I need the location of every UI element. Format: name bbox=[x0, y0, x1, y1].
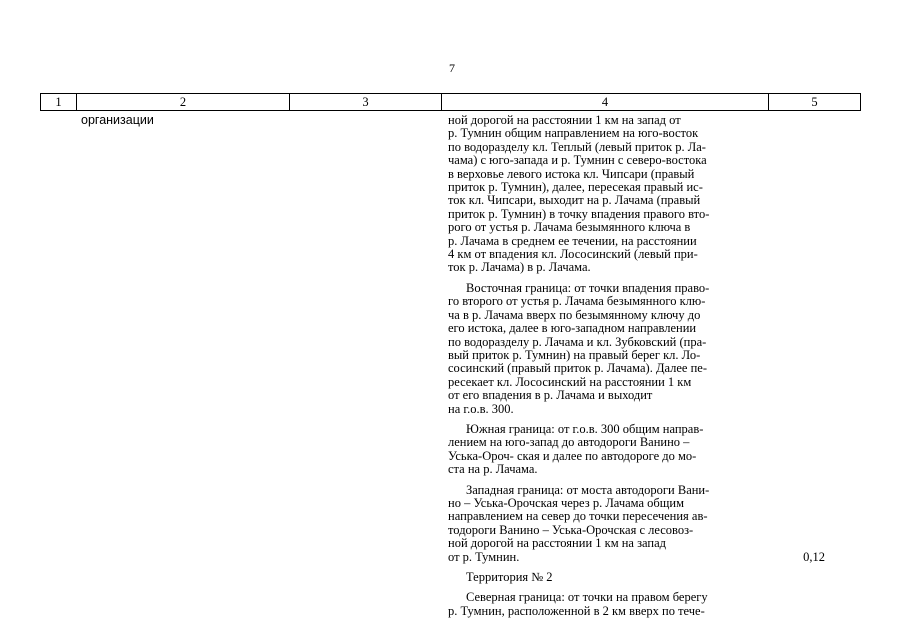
territory-heading: Территория № 2 bbox=[466, 570, 553, 584]
table-header-cell: 2 bbox=[77, 94, 290, 110]
paragraph: Северная граница: от точки на правом берегу р. Тумнин, расположенной в 2 км вверх по тече- bbox=[448, 590, 708, 618]
table-header-cell: 4 bbox=[442, 94, 769, 110]
column-4-text bbox=[448, 114, 764, 625]
table-header-cell: 5 bbox=[811, 95, 818, 109]
paragraph: Южная граница: от г.о.в. 300 общим направ- лением на юго-запад до автодороги Ванино – Уська-Ороч- ская и далее по автодороге до мо- ста на р. Лачама. bbox=[448, 421, 704, 477]
page-number: 7 bbox=[449, 61, 455, 75]
paragraph: Восточная граница: от точки впадения право- го второго от устья р. Лачама безымянного клю- ча в р. Лачама вверх по безымянному ключу до его истока, далее в юго-западном направлении по водоразделу р. Лачама и кл. Зубковский (пра- вый приток р. Тумнин) на правый берег кл. Ло- сосинский (правый приток р. Лачама). Далее пе- ресекает кл. Лососинский на расстоянии 1 км от его впадения в р. Лачама и выходит на г.о.в. 300. bbox=[448, 280, 710, 416]
paragraph: Западная граница: от моста автодороги Вани- но – Уська-Орочская через р. Лачама общим направлением на север до точки пересечения ав- тодороги Ванино – Уська-Орочская с лесовоз- ной дорогой на расстоянии 1 км на запад от р. Тумнин. bbox=[448, 482, 710, 564]
column-5-value: 0,12 bbox=[803, 550, 825, 564]
paragraph: ной дорогой на расстоянии 1 км на запад от р. Тумнин общим направлением на юго-восток по водоразделу кл. Теплый (левый приток р. Ла- чама) с юго-запада и р. Тумнин с северо-востока в верховье левого истока кл. Чипсари (правый приток р. Тумнин), далее, пересекая правый ис- ток кл. Чипсари, выходит на р. Лачама (правый приток р. Тумнин) в точку впадения правого вто- рого от устья р. Лачама безымянного ключа в р. Лачама в среднем ее течении, на расстоянии 4 км от впадения кл. Лососинский (левый при- ток р. Лачама) в р. Лачама. bbox=[448, 113, 710, 275]
table-header-cell: 1 bbox=[41, 94, 77, 110]
column-2-text: организации bbox=[81, 113, 154, 127]
table-header-row bbox=[40, 93, 861, 111]
table-header-cell: 3 bbox=[290, 94, 442, 110]
